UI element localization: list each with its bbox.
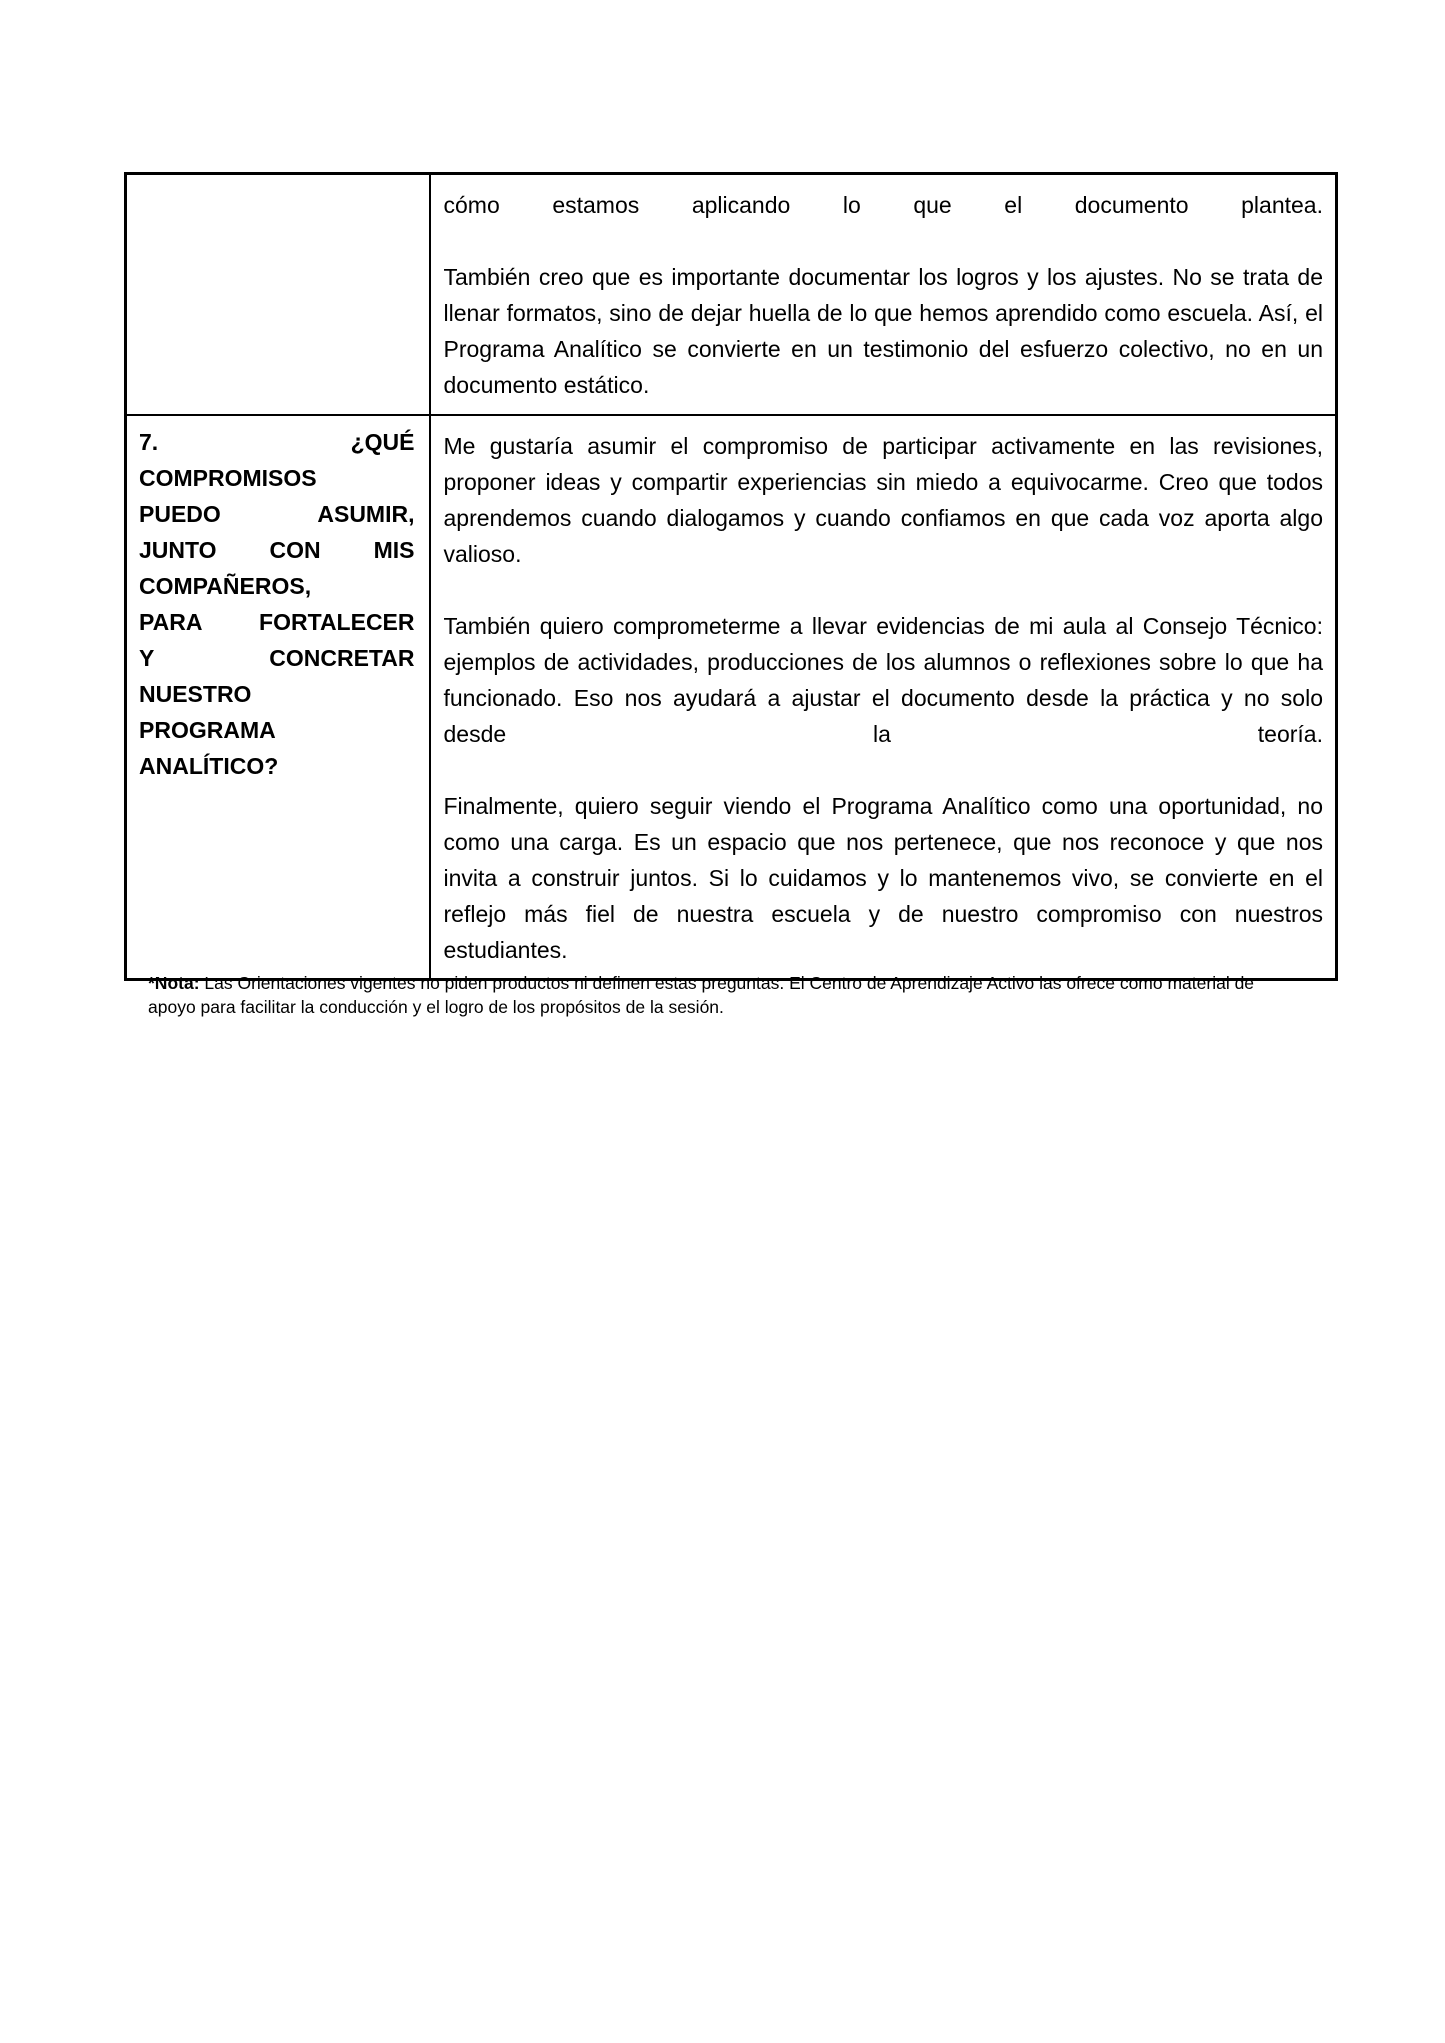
answer-paragraph: También quiero comprometerme a llevar evidencias de mi aula al Consejo Técnico: ejemplos de actividades, producciones de los alumnos o reflexiones sobre lo que ha funcionado. Eso nos ayudará a ajustar el documento desde la práctica y no solo desde la teoría. [443, 612, 1323, 747]
answer-paragraph: Finalmente, quiero seguir viendo el Programa Analítico como una oportunidad, no como una carga. Es un espacio que nos pertenece, que nos reconoce y que nos invita a construir juntos. Si lo cuidamos y lo mantenemos vivo, se convierte en el reflejo más fiel de nuestra escuela y de nuestro compromiso con nuestros estudiantes. [443, 792, 1323, 963]
footnote [148, 971, 1288, 1019]
qa-table [124, 172, 1338, 981]
question-line: COMPAÑEROS, [139, 572, 312, 599]
footnote-text: Las Orientaciones vigentes no piden productos ni definen estas preguntas. El Centro de Aprendizaje Activo las ofrece como material de apoyo para facilitar la conducción y el logro de los propósitos de la sesión. [148, 973, 1255, 1017]
answer-continuation-line: cómo estamos aplicando lo que el documento plantea. [443, 192, 1323, 218]
answer-cell-continuation [430, 174, 1337, 415]
question-line: COMPROMISOS [139, 464, 317, 491]
footnote-label: *Nota: [148, 973, 200, 993]
question-line: PUEDO ASUMIR, [139, 500, 415, 527]
answer-paragraph: También creo que es importante documentar los logros y los ajustes. No se trata de llenar formatos, sino de dejar huella de lo que hemos aprendido como escuela. Así, el Programa Analítico se convierte en un testimonio del esfuerzo colectivo, no en un documento estático. [443, 264, 1323, 398]
question-cell-7 [126, 415, 430, 980]
question-line: NUESTRO [139, 680, 252, 707]
table-row-question-7 [126, 415, 1337, 980]
question-line: Y CONCRETAR [139, 644, 415, 671]
question-line: PROGRAMA [139, 716, 276, 743]
question-line: JUNTO CON MIS [139, 536, 415, 563]
answer-cell-7 [430, 415, 1337, 980]
question-cell-empty [126, 174, 430, 415]
table-row-continuation [126, 174, 1337, 415]
question-line: 7. ¿QUÉ [139, 428, 415, 455]
question-line: PARA FORTALECER [139, 608, 415, 635]
answer-paragraph: Me gustaría asumir el compromiso de participar activamente en las revisiones, proponer ideas y compartir experiencias sin miedo a equivocarme. Creo que todos aprendemos cuando dialogamos y cuando confiamos en que cada voz aporta algo valioso. [443, 432, 1323, 567]
question-line: ANALÍTICO? [139, 752, 279, 779]
